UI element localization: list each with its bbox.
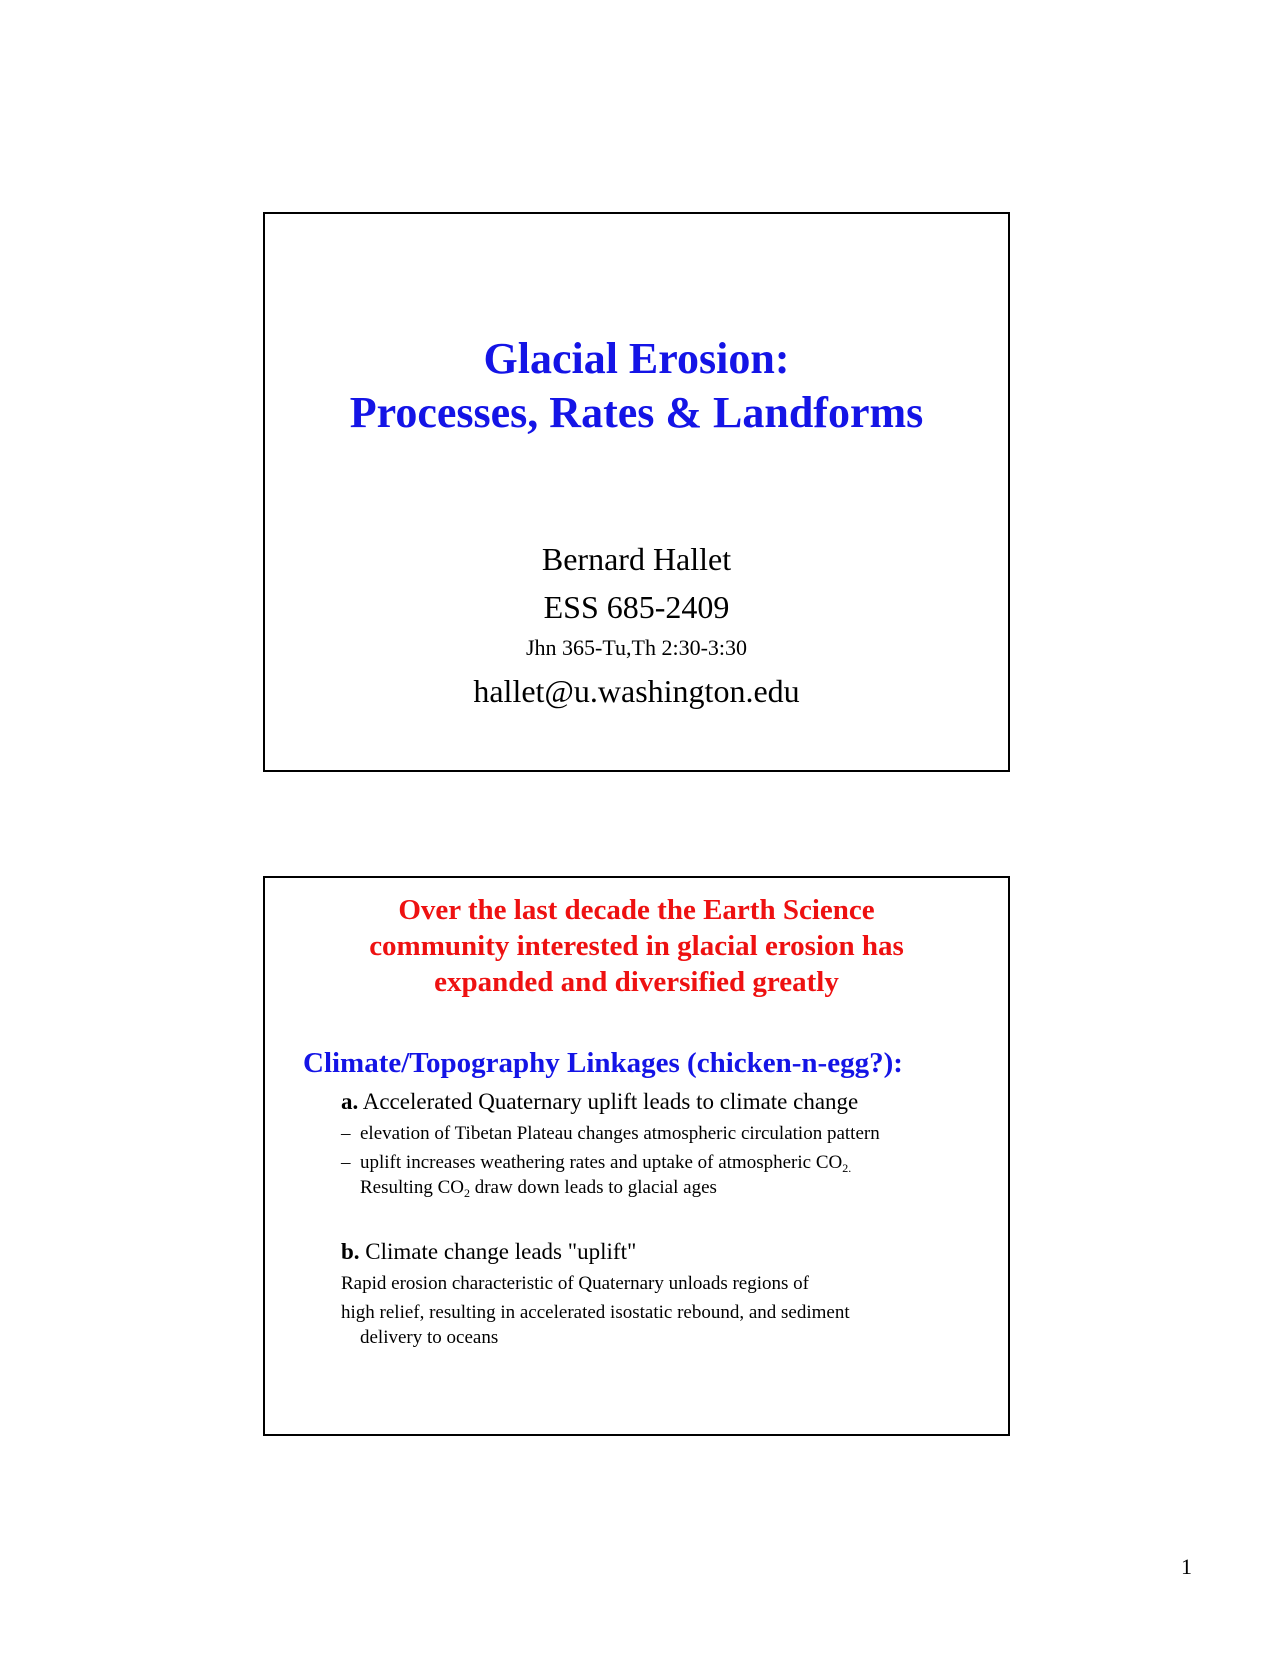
email: hallet@u.washington.edu xyxy=(473,673,800,709)
point-b xyxy=(341,1238,636,1266)
point-a-sub-2-cont-prefix: Resulting CO xyxy=(360,1177,464,1198)
point-a-sub-1 xyxy=(341,1122,880,1146)
page-number: 1 xyxy=(1181,1554,1192,1579)
point-b-line-3: delivery to oceans xyxy=(360,1327,499,1348)
slide-title-line-1: Glacial Erosion: xyxy=(483,334,790,383)
co2-subscript: 2 xyxy=(463,1186,470,1200)
co2-subscript: 2. xyxy=(842,1161,852,1175)
office-hours: Jhn 365-Tu,Th 2:30-3:30 xyxy=(525,635,748,660)
point-a-sub-2-text: uplift increases weathering rates and uptake of atmospheric CO xyxy=(360,1152,843,1173)
point-a-sub-2-continued xyxy=(360,1176,717,1200)
title-slide xyxy=(263,212,1010,772)
point-b-line-1: Rapid erosion characteristic of Quaternary unloads regions of xyxy=(341,1273,809,1294)
point-b-marker: b. xyxy=(341,1239,360,1264)
author-name: Bernard Hallet xyxy=(541,541,732,577)
point-b-text: Climate change leads "uplift" xyxy=(365,1239,637,1264)
office-phone: ESS 685-2409 xyxy=(543,589,730,625)
point-a xyxy=(341,1088,858,1116)
slide-heading-line-3: expanded and diversified greatly xyxy=(434,966,839,998)
point-a-marker: a. xyxy=(341,1089,359,1114)
point-a-sub-2 xyxy=(341,1151,851,1175)
dash-marker: – xyxy=(341,1123,351,1144)
slide-heading-line-2: community interested in glacial erosion has xyxy=(369,930,904,962)
point-b-line-2: high relief, resulting in accelerated isostatic rebound, and sediment xyxy=(341,1302,850,1323)
point-a-text: Accelerated Quaternary uplift leads to climate change xyxy=(362,1089,859,1114)
point-a-sub-2-cont-suffix: draw down leads to glacial ages xyxy=(469,1177,717,1198)
dash-marker: – xyxy=(341,1152,351,1173)
point-a-sub-1-text: elevation of Tibetan Plateau changes atmospheric circulation pattern xyxy=(360,1123,880,1144)
slide-heading-line-1: Over the last decade the Earth Science xyxy=(398,894,875,926)
content-slide xyxy=(263,876,1010,1436)
slide-title-line-2: Processes, Rates & Landforms xyxy=(349,388,924,437)
section-heading: Climate/Topography Linkages (chicken-n-egg?): xyxy=(303,1047,903,1079)
